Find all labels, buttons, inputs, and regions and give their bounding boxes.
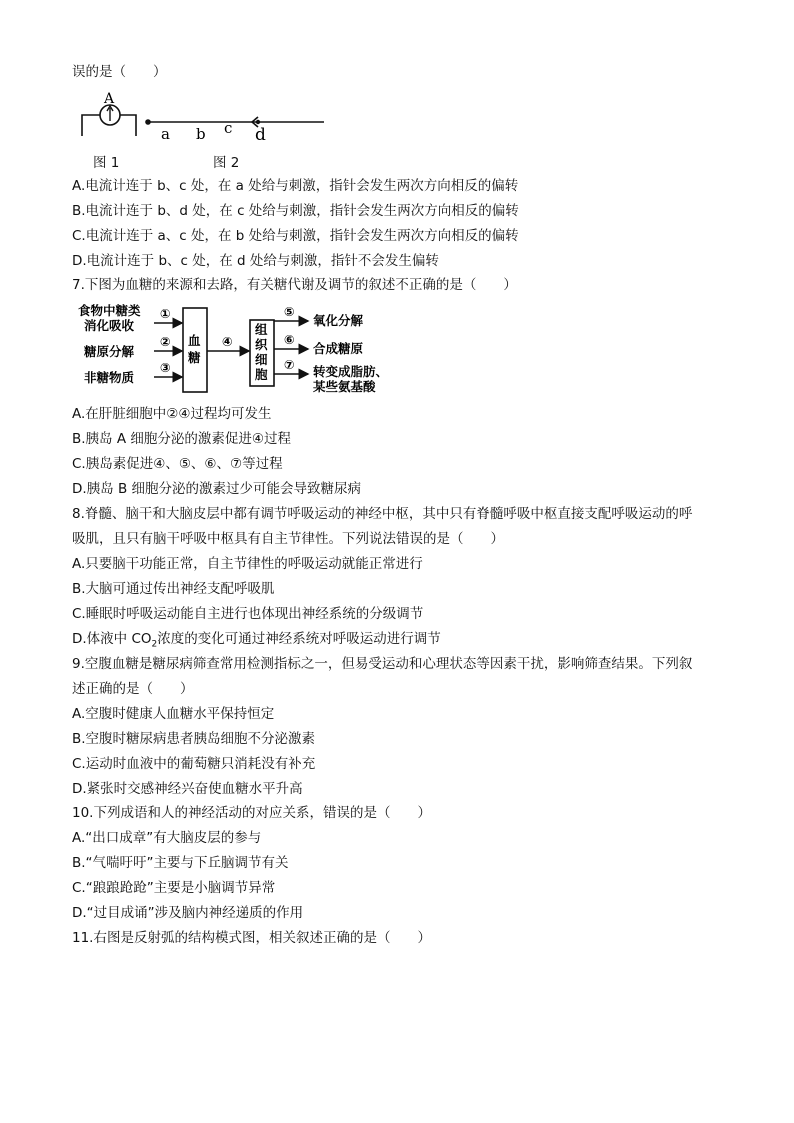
q10-option-d: D.“过目成诵”涉及脑内神经递质的作用 <box>72 905 304 921</box>
source-digestion: 消化吸收 <box>84 318 135 333</box>
label-d: d <box>255 125 266 145</box>
q6-option-b: B.电流计连于 b、d 处，在 c 处给与刺激，指针会发生两次方向相反的偏转 <box>72 203 519 219</box>
q9-stem-line1: 9.空腹血糖是糖尿病筛查常用检测指标之一，但易受运动和心理状态等因素干扰，影响筛查结果。下列叙 <box>72 656 693 672</box>
nerve-fiber-figure <box>145 117 324 145</box>
label-c: c <box>224 119 233 137</box>
blood-sugar-flowchart <box>76 302 416 396</box>
figure-2-caption: 图 2 <box>213 155 240 171</box>
q9-stem-line2: 述正确的是（ ） <box>72 681 194 697</box>
q6-option-d: D.电流计连于 b、c 处，在 d 处给与刺激，指针不会发生偏转 <box>72 253 439 269</box>
output-oxidation: 氧化分解 <box>313 313 364 328</box>
q6-option-c: C.电流计连于 a、c 处，在 b 处给与刺激，指针会发生两次方向相反的偏转 <box>72 228 519 244</box>
q9-option-c: C.运动时血液中的葡萄糖只消耗没有补充 <box>72 756 316 772</box>
step-2: ② <box>160 334 171 349</box>
q10-option-a: A.“出口成章”有大脑皮层的参与 <box>72 830 262 846</box>
step-1: ① <box>160 306 171 321</box>
q7-option-c: C.胰岛素促进④、⑤、⑥、⑦等过程 <box>72 456 283 472</box>
tissue-label-4: 胞 <box>255 367 268 382</box>
nerve-figures <box>72 88 332 148</box>
output-glycogen: 合成糖原 <box>313 341 364 356</box>
q8-option-a: A.只要脑干功能正常，自主节律性的呼吸运动就能正常进行 <box>72 556 423 572</box>
tissue-label-2: 织 <box>255 337 268 352</box>
q6-option-a: A.电流计连于 b、c 处，在 a 处给与刺激，指针会发生两次方向相反的偏转 <box>72 178 519 194</box>
output-fat: 转变成脂肪、 <box>313 364 389 379</box>
tissue-label-3: 细 <box>255 352 268 367</box>
q8-option-c: C.睡眠时呼吸运动能自主进行也体现出神经系统的分级调节 <box>72 606 424 622</box>
step-3: ③ <box>160 360 171 375</box>
tissue-label-1: 组 <box>255 322 268 337</box>
figure-1-caption: 图 1 <box>93 155 120 171</box>
q8-stem-line2: 吸肌，且只有脑干呼吸中枢具有自主节律性。下列说法错误的是（ ） <box>72 531 504 547</box>
q8-stem-line1: 8.脊髓、脑干和大脑皮层中都有调节呼吸运动的神经中枢，其中只有脊髓呼吸中枢直接支配呼吸运动的呼 <box>72 506 693 522</box>
step-6: ⑥ <box>284 332 295 347</box>
q7-option-b: B.胰岛 A 细胞分泌的激素促进④过程 <box>72 431 291 447</box>
source-glycogen: 糖原分解 <box>84 344 135 359</box>
source-food-carbs: 食物中糖类 <box>78 303 141 318</box>
q10-stem: 10.下列成语和人的神经活动的对应关系，错误的是（ ） <box>72 805 431 821</box>
question-6-stem-tail: 误的是（ ） <box>72 64 167 80</box>
label-A: A <box>104 91 115 107</box>
q10-option-c: C.“踉踉跄跄”主要是小脑调节异常 <box>72 880 276 896</box>
step-4: ④ <box>222 334 233 349</box>
q10-option-b: B.“气喘吁吁”主要与下丘脑调节有关 <box>72 855 289 871</box>
step-7: ⑦ <box>284 357 295 372</box>
blood-label-1: 血 <box>188 333 201 348</box>
label-b: b <box>196 125 206 143</box>
label-a: a <box>161 125 170 143</box>
galvanometer-figure <box>82 91 136 136</box>
q8-option-d: D.体液中 $CO_2$浓度的变化可通过神经系统对呼吸运动进行调节 <box>72 631 441 650</box>
step-5: ⑤ <box>284 304 295 319</box>
output-amino-acids: 某些氨基酸 <box>313 379 376 394</box>
source-non-sugar: 非糖物质 <box>84 370 135 385</box>
q8-option-b: B.大脑可通过传出神经支配呼吸肌 <box>72 581 275 597</box>
q7-option-d: D.胰岛 B 细胞分泌的激素过少可能会导致糖尿病 <box>72 481 362 497</box>
q9-option-b: B.空腹时糖尿病患者胰岛细胞不分泌激素 <box>72 731 316 747</box>
q9-option-a: A.空腹时健康人血糖水平保持恒定 <box>72 706 275 722</box>
q7-stem: 7.下图为血糖的来源和去路，有关糖代谢及调节的叙述不正确的是（ ） <box>72 277 517 293</box>
q9-option-d: D.紧张时交感神经兴奋使血糖水平升高 <box>72 781 303 797</box>
q11-stem: 11.右图是反射弧的结构模式图，相关叙述正确的是（ ） <box>72 930 431 946</box>
blood-label-2: 糖 <box>188 350 201 365</box>
q7-option-a: A.在肝脏细胞中②④过程均可发生 <box>72 406 272 422</box>
